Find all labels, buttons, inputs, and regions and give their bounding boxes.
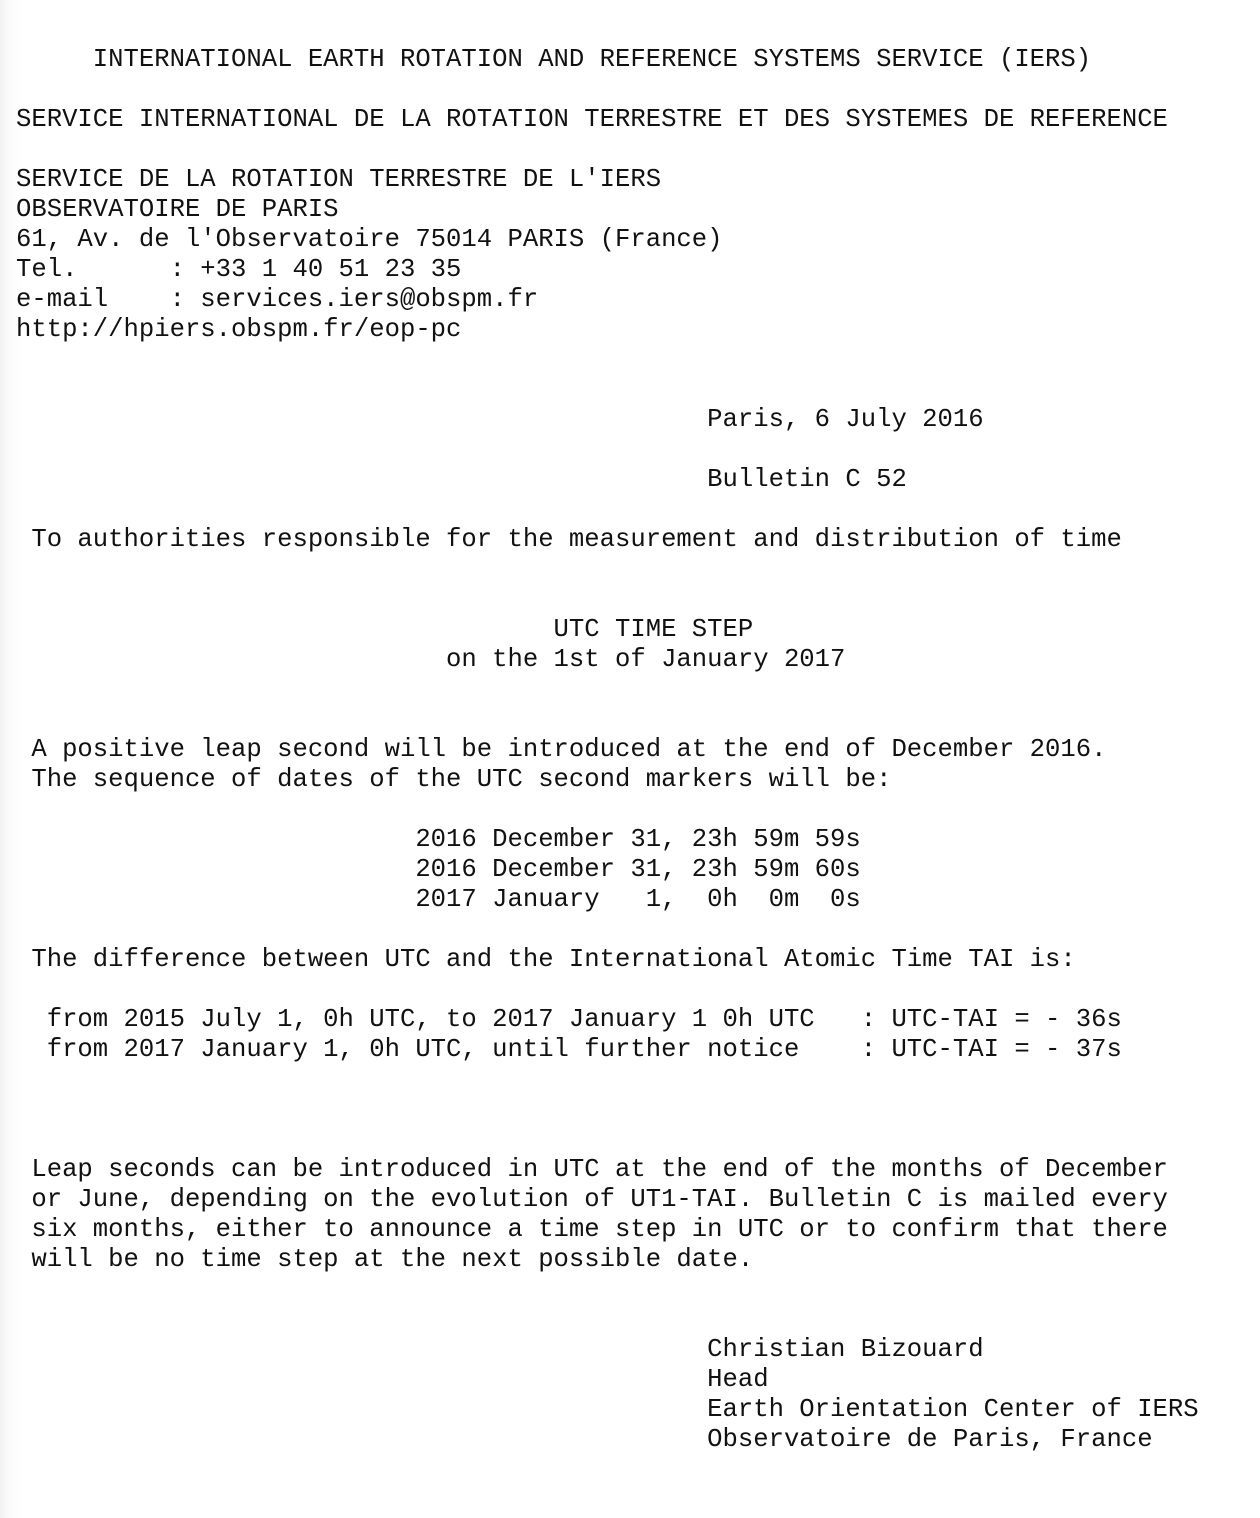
contact-website-link[interactable]: http://hpiers.obspm.fr/eop-pc xyxy=(16,315,462,344)
signature-name: Christian Bizouard xyxy=(16,1335,984,1364)
blank-line xyxy=(16,345,1199,375)
bulletin-number: Bulletin C 52 xyxy=(16,465,907,494)
blank-line xyxy=(16,435,1199,465)
blank-line xyxy=(16,1275,1199,1305)
contact-telephone: Tel. : +33 1 40 51 23 35 xyxy=(16,255,462,284)
note-line: Leap seconds can be introduced in UTC at the end of the months of December xyxy=(16,1155,1168,1184)
blank-line xyxy=(16,975,1199,1005)
blank-line xyxy=(16,1305,1199,1335)
leap-second-statement: A positive leap second will be introduced at the end of December 2016. xyxy=(16,735,1107,764)
signature-place: Observatoire de Paris, France xyxy=(16,1425,1153,1454)
blank-line xyxy=(16,675,1199,705)
second-marker-row: 2016 December 31, 23h 59m 60s xyxy=(16,855,861,884)
blank-line xyxy=(16,75,1199,105)
note-line: or June, depending on the evolution of UT1-TAI. Bulletin C is mailed every xyxy=(16,1185,1168,1214)
contact-email: e-mail : services.iers@obspm.fr xyxy=(16,285,539,314)
tai-difference-intro: The difference between UTC and the International Atomic Time TAI is: xyxy=(16,945,1076,974)
header-title-fr: SERVICE INTERNATIONAL DE LA ROTATION TERRESTRE ET DES SYSTEMES DE REFERENCE xyxy=(16,105,1168,134)
header-title-en: INTERNATIONAL EARTH ROTATION AND REFERENCE SYSTEMS SERVICE (IERS) xyxy=(16,45,1092,74)
blank-line xyxy=(16,585,1199,615)
marker-sequence-intro: The sequence of dates of the UTC second markers will be: xyxy=(16,765,892,794)
blank-line xyxy=(16,495,1199,525)
address-line-observatory: OBSERVATOIRE DE PARIS xyxy=(16,195,339,224)
blank-line xyxy=(16,375,1199,405)
second-marker-row: 2016 December 31, 23h 59m 59s xyxy=(16,825,861,854)
address-line-service: SERVICE DE LA ROTATION TERRESTRE DE L'IERS xyxy=(16,165,662,194)
blank-line xyxy=(16,555,1199,585)
note-line: will be no time step at the next possible date. xyxy=(16,1245,754,1274)
signature-organization: Earth Orientation Center of IERS xyxy=(16,1395,1199,1424)
blank-line xyxy=(16,705,1199,735)
tai-difference-row: from 2015 July 1, 0h UTC, to 2017 January 1 0h UTC : UTC-TAI = - 36s xyxy=(16,1005,1122,1034)
bulletin-date: Paris, 6 July 2016 xyxy=(16,405,984,434)
address-line-street: 61, Av. de l'Observatoire 75014 PARIS (France) xyxy=(16,225,723,254)
second-marker-row: 2017 January 1, 0h 0m 0s xyxy=(16,885,861,914)
tai-difference-row: from 2017 January 1, 0h UTC, until further notice : UTC-TAI = - 37s xyxy=(16,1035,1122,1064)
blank-line xyxy=(16,915,1199,945)
announcement-title: UTC TIME STEP xyxy=(16,615,754,644)
blank-line xyxy=(16,135,1199,165)
addressee-line: To authorities responsible for the measurement and distribution of time xyxy=(16,525,1122,554)
blank-line xyxy=(16,1095,1199,1125)
blank-line xyxy=(16,795,1199,825)
announcement-subtitle: on the 1st of January 2017 xyxy=(16,645,846,674)
bulletin-document xyxy=(16,45,1199,1455)
note-line: six months, either to announce a time step in UTC or to confirm that there xyxy=(16,1215,1168,1244)
blank-line xyxy=(16,1065,1199,1095)
signature-role: Head xyxy=(16,1365,769,1394)
blank-line xyxy=(16,1125,1199,1155)
